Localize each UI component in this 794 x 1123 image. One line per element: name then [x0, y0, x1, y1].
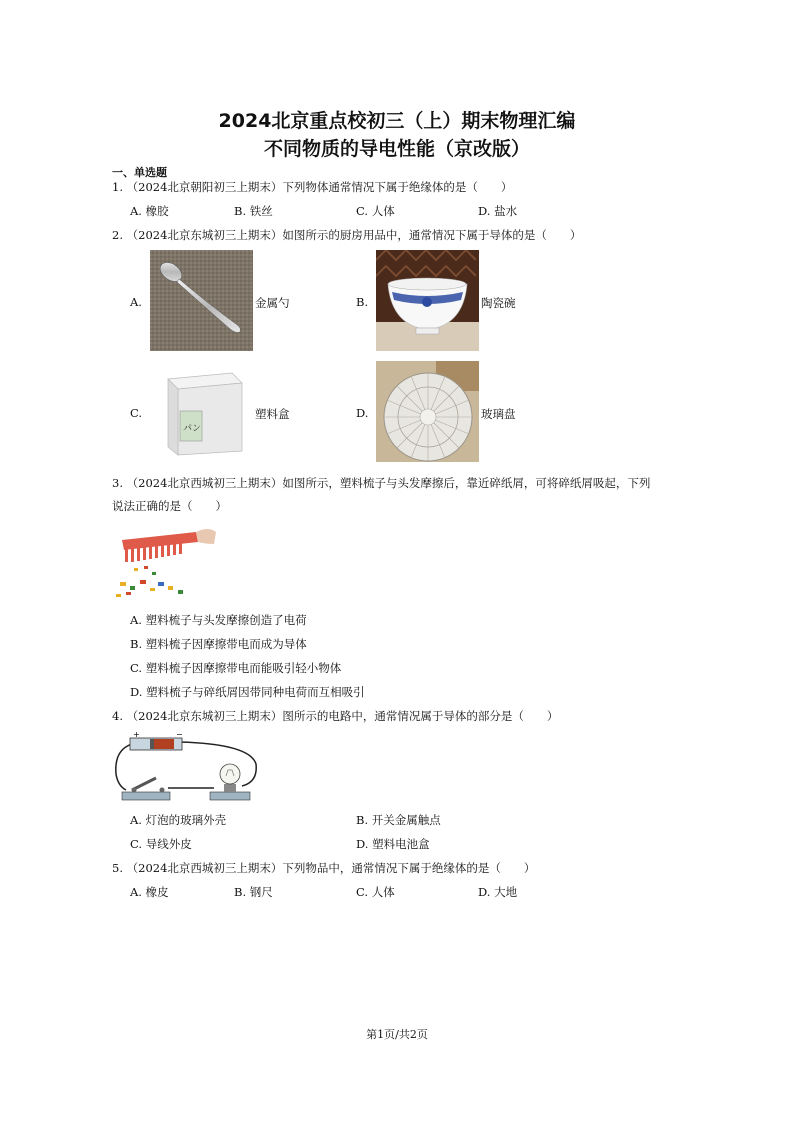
plastic-box-image	[150, 361, 253, 462]
minus-sign: −	[176, 730, 183, 739]
question-3-stem-line2: 说法正确的是（ ）	[112, 499, 227, 513]
q2-caption-c: 塑料盒	[255, 407, 290, 421]
q3-option-b: B. 塑料梳子因摩擦带电而成为导体	[130, 637, 307, 651]
glass-plate-image	[376, 361, 479, 462]
page-title: 2024北京重点校初三（上）期末物理汇编	[218, 110, 576, 132]
plus-sign: +	[133, 730, 140, 739]
question-5-stem: 5. （2024北京西城初三上期末）下列物品中，通常情况下属于绝缘体的是（ ）	[112, 861, 536, 875]
q2-letter-c: C.	[130, 406, 143, 420]
q5-option-a: A. 橡皮	[130, 885, 169, 899]
q4-option-c: C. 导线外皮	[130, 837, 192, 851]
q3-option-d: D. 塑料梳子与碎纸屑因带同种电荷而互相吸引	[130, 685, 365, 699]
page-subtitle: 不同物质的导电性能（京改版）	[263, 138, 530, 160]
q2-letter-a: A.	[130, 295, 142, 309]
question-1-stem: 1. （2024北京朝阳初三上期末）下列物体通常情况下属于绝缘体的是（ ）	[112, 180, 513, 194]
q2-letter-d: D.	[356, 406, 369, 420]
q5-option-c: C. 人体	[356, 885, 395, 899]
q3-option-a: A. 塑料梳子与头发摩擦创造了电荷	[130, 613, 307, 627]
q4-option-d: D. 塑料电池盒	[356, 837, 430, 851]
question-2-stem: 2. （2024北京东城初三上期末）如图所示的厨房用品中，通常情况下属于导体的是（ ）	[112, 228, 582, 242]
question-3-stem-line1: 3. （2024北京西城初三上期末）如图所示，塑料梳子与头发摩擦后，靠近碎纸屑，可将碎纸屑吸起，下列	[112, 476, 651, 490]
q5-option-b: B. 钢尺	[234, 885, 273, 899]
q4-option-b: B. 开关金属触点	[356, 813, 441, 827]
page-footer: 第1页/共2页	[366, 1028, 428, 1041]
box-label: パン	[183, 424, 202, 434]
q1-option-a: A. 橡胶	[130, 204, 169, 218]
q1-option-b: B. 铁丝	[234, 204, 273, 218]
spoon-image	[150, 250, 253, 351]
section-heading: 一、单选题	[112, 166, 167, 179]
q2-caption-a: 金属勺	[255, 296, 290, 310]
circuit-image	[110, 730, 262, 804]
comb-paper-image	[112, 518, 222, 602]
q2-caption-b: 陶瓷碗	[481, 296, 516, 310]
q5-option-d: D. 大地	[478, 885, 518, 899]
q2-caption-d: 玻璃盘	[481, 407, 516, 421]
q1-option-c: C. 人体	[356, 204, 395, 218]
q4-option-a: A. 灯泡的玻璃外壳	[130, 813, 227, 827]
q3-option-c: C. 塑料梳子因摩擦带电而能吸引轻小物体	[130, 661, 342, 675]
bowl-image	[376, 250, 479, 351]
q2-letter-b: B.	[356, 295, 369, 309]
q1-option-d: D. 盐水	[478, 204, 518, 218]
question-4-stem: 4. （2024北京东城初三上期末）图所示的电路中，通常情况属于导体的部分是（ ）	[112, 709, 559, 723]
